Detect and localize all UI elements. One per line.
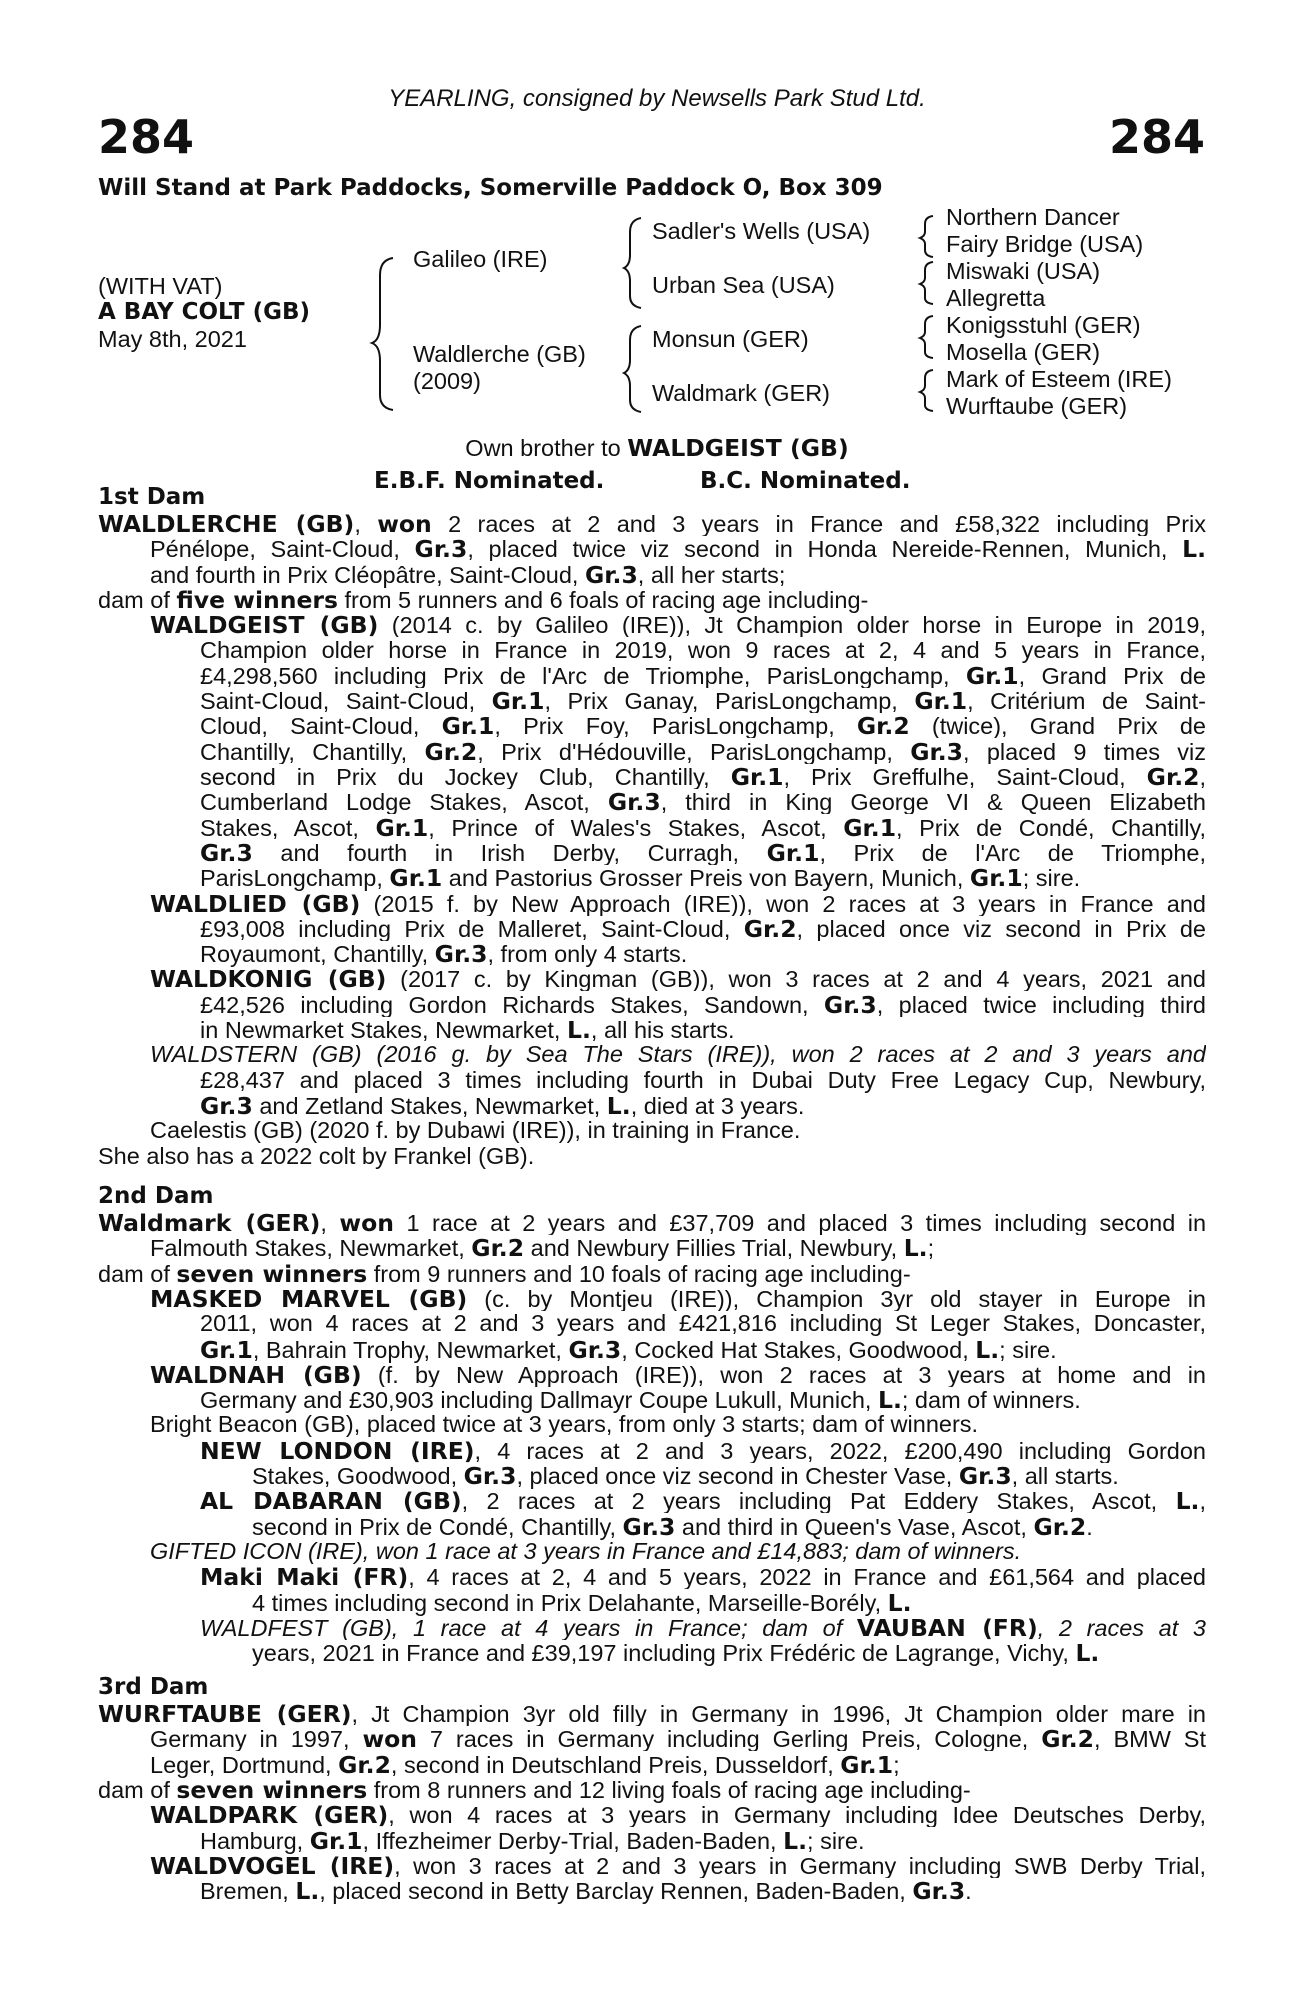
bold-run: Gr.3 — [910, 738, 964, 764]
bold-run: five winners — [176, 586, 338, 614]
bold-run: VAUBAN (FR) — [856, 1614, 1038, 1640]
second-dam-line: WALDFEST (GB), 1 race at 4 years in France; dam of VAUBAN (FR), 2 races at 3 — [200, 1614, 1206, 1640]
first-dam-line: second in Prix du Jockey Club, Chantilly, Gr.1, Prix Greffulhe, Saint-Cloud, Gr.2, — [200, 763, 1206, 789]
bold-run: L. — [566, 1016, 591, 1044]
bold-run: Gr.2 — [471, 1234, 525, 1262]
first-dam-line: Royaumont, Chantilly, Gr.3, from only 4 starts. — [200, 940, 688, 968]
pedigree-sire-dam: Urban Sea (USA) — [652, 272, 835, 298]
bold-run: WALDVOGEL (IRE) — [150, 1852, 395, 1878]
third-dam-line: WURFTAUBE (GER), Jt Champion 3yr old filly in Germany in 1996, Jt Champion older mare in — [98, 1700, 1206, 1726]
second-dam-line: AL DABARAN (GB), 2 races at 2 years including Pat Eddery Stakes, Ascot, L., — [200, 1487, 1206, 1513]
bold-run: Gr.3 — [414, 535, 468, 561]
pedigree-g4-1: Northern Dancer — [946, 204, 1120, 230]
bold-run: Gr.2 — [856, 712, 910, 738]
first-dam-line: ParisLongchamp, Gr.1 and Pastorius Grosser Preis von Bayern, Munich, Gr.1; sire. — [200, 864, 1081, 892]
bold-run: Gr.3 — [584, 561, 638, 589]
second-dam-line: GIFTED ICON (IRE), won 1 race at 3 years in France and £14,883; dam of winners. — [150, 1538, 1022, 1564]
bold-run: Gr.2 — [743, 915, 797, 941]
second-dam-line: Stakes, Goodwood, Gr.3, placed once viz second in Chester Vase, Gr.3, all starts. — [252, 1462, 1119, 1490]
bold-run: WURFTAUBE (GER) — [98, 1700, 352, 1726]
second-dam-line: Germany and £30,903 including Dallmayr Coupe Lukull, Munich, L.; dam of winners. — [200, 1386, 1081, 1414]
first-dam-line: Champion older horse in France in 2019, won 9 races at 2, 4 and 5 years in France, — [200, 637, 1206, 663]
bold-run: Gr.3 — [568, 1336, 622, 1364]
second-dam-line: Bright Beacon (GB), placed twice at 3 years, from only 3 starts; dam of winners. — [150, 1411, 979, 1437]
bold-run: Gr.2 — [424, 738, 478, 764]
bold-run: Gr.2 — [338, 1751, 391, 1779]
second-dam-line: Waldmark (GER), won 1 race at 2 years and £37,709 and placed 3 times including second in — [98, 1209, 1206, 1235]
bold-run: NEW LONDON (IRE) — [200, 1437, 475, 1463]
third-dam-line: WALDVOGEL (IRE), won 3 races at 2 and 3 years in Germany including SWB Derby Trial, — [150, 1852, 1206, 1878]
first-dam-line: £42,526 including Gordon Richards Stakes, Sandown, Gr.3, placed twice including third — [200, 991, 1206, 1017]
first-dam-line: Saint-Cloud, Saint-Cloud, Gr.1, Prix Ganay, ParisLongchamp, Gr.1, Critérium de Saint- — [200, 687, 1206, 713]
vat-label: (WITH VAT) — [98, 273, 223, 299]
bold-run: L. — [877, 1386, 902, 1414]
bold-run: Gr.2 — [1041, 1725, 1095, 1751]
own-brother-name: WALDGEIST (GB) — [627, 434, 849, 462]
third-dam-line: Germany in 1997, won 7 races in Germany including Gerling Preis, Cologne, Gr.2, BMW St — [150, 1725, 1206, 1751]
bold-run: AL DABARAN (GB) — [200, 1487, 462, 1513]
second-dam-line: NEW LONDON (IRE), 4 races at 2 and 3 years, 2022, £200,490 including Gordon — [200, 1437, 1206, 1463]
bold-run: Gr.1 — [200, 1336, 253, 1364]
bold-run: WALDNAH (GB) — [150, 1361, 362, 1387]
pedigree-g4-3: Miswaki (USA) — [946, 258, 1101, 284]
first-dam-line: WALDLIED (GB) (2015 f. by New Approach (IRE)), won 2 races at 3 years in France and — [150, 890, 1206, 916]
first-dam-line: Gr.3 and fourth in Irish Derby, Curragh, Gr.1, Prix de l'Arc de Triomphe, — [200, 839, 1206, 865]
horse-dob: May 8th, 2021 — [98, 326, 247, 352]
bold-run: WALDLIED (GB) — [150, 890, 361, 916]
bold-run: MASKED MARVEL (GB) — [150, 1285, 468, 1311]
bold-run: Gr.1 — [840, 1751, 894, 1779]
second-dam-line: 4 times including second in Prix Delahante, Marseille-Borély, L. — [252, 1589, 912, 1617]
second-dam-line: WALDNAH (GB) (f. by New Approach (IRE)), won 2 races at 3 years at home and in — [150, 1361, 1206, 1387]
bold-run: L. — [975, 1336, 1000, 1364]
bold-run: L. — [606, 1092, 631, 1120]
bc-nominated: B.C. Nominated. — [700, 468, 911, 494]
pedigree-dam: Waldlerche (GB) — [413, 341, 586, 367]
bold-run: Gr.3 — [912, 1877, 966, 1905]
bold-run: Maki Maki (FR) — [200, 1563, 409, 1589]
bold-run: Gr.1 — [969, 864, 1023, 892]
third-dam-line: Leger, Dortmund, Gr.2, second in Deutschland Preis, Dusseldorf, Gr.1; — [150, 1751, 900, 1779]
second-dam-line: 2011, won 4 races at 2 and 3 years and £421,816 including St Leger Stakes, Doncaster, — [200, 1310, 1206, 1336]
pedigree-g4-7: Mark of Esteem (IRE) — [946, 366, 1172, 392]
bold-run: Gr.1 — [375, 814, 429, 840]
bold-run: L. — [1175, 1487, 1200, 1513]
bold-run: Gr.3 — [823, 991, 877, 1017]
first-dam-line: WALDSTERN (GB) (2016 g. by Sea The Stars (IRE)), won 2 races at 2 and 3 years and — [150, 1041, 1206, 1067]
second-dam-line: dam of seven winners from 9 runners and 10 foals of racing age including- — [98, 1260, 911, 1288]
third-dam-line: dam of seven winners from 8 runners and 12 living foals of racing age including- — [98, 1776, 971, 1804]
pedigree-g4-5: Konigsstuhl (GER) — [946, 312, 1141, 338]
first-dam-line: and fourth in Prix Cléopâtre, Saint-Cloud, Gr.3, all her starts; — [150, 561, 786, 589]
bold-run: WALDGEIST (GB) — [150, 611, 379, 637]
first-dam-line: WALDKONIG (GB) (2017 c. by Kingman (GB)), won 3 races at 2 and 4 years, 2021 and — [150, 965, 1206, 991]
first-dam-line: WALDGEIST (GB) (2014 c. by Galileo (IRE)), Jt Champion older horse in Europe in 2019, — [150, 611, 1206, 637]
lot-number-left: 284 — [98, 110, 195, 164]
bold-run: Gr.1 — [309, 1827, 363, 1855]
pedigree-sire: Galileo (IRE) — [413, 246, 548, 272]
pedigree-dam-dam: Waldmark (GER) — [652, 380, 830, 406]
ebf-nominated: E.B.F. Nominated. — [374, 468, 605, 494]
horse-name: A BAY COLT (GB) — [98, 299, 311, 325]
bold-run: Gr.1 — [441, 712, 495, 738]
second-dam-line: MASKED MARVEL (GB) (c. by Montjeu (IRE)), Champion 3yr old stayer in Europe in — [150, 1285, 1206, 1311]
bold-run: Gr.2 — [1033, 1513, 1087, 1541]
first-dam-line: dam of five winners from 5 runners and 6 foals of racing age including- — [98, 586, 869, 614]
bold-run: Gr.1 — [491, 687, 545, 713]
bold-run: Gr.3 — [607, 788, 661, 814]
pedigree-g4-2: Fairy Bridge (USA) — [946, 231, 1144, 257]
first-dam-line: in Newmarket Stakes, Newmarket, L., all his starts. — [200, 1016, 735, 1044]
bold-run: Gr.3 — [200, 839, 253, 865]
pedigree-g4-4: Allegretta — [946, 285, 1046, 311]
third-dam-heading: 3rd Dam — [98, 1674, 209, 1700]
second-dam-heading: 2nd Dam — [98, 1183, 214, 1209]
bold-run: Gr.2 — [1146, 763, 1200, 789]
bold-run: WALDKONIG (GB) — [150, 965, 387, 991]
bold-run: Gr.3 — [958, 1462, 1012, 1490]
bold-run: Gr.1 — [389, 864, 443, 892]
pedigree-sire-sire: Sadler's Wells (USA) — [652, 218, 871, 244]
bold-run: seven winners — [176, 1776, 368, 1804]
first-dam-line: She also has a 2022 colt by Frankel (GB). — [98, 1143, 535, 1169]
bold-run: L. — [887, 1589, 912, 1617]
bold-run: Gr.1 — [766, 839, 820, 865]
own-brother-prefix: Own brother to — [465, 435, 628, 461]
stand-location: Will Stand at Park Paddocks, Somerville Paddock O, Box 309 — [98, 175, 883, 201]
bold-run: Gr.3 — [622, 1513, 676, 1541]
pedigree-dam-year: (2009) — [413, 368, 481, 394]
bold-run: won — [377, 510, 432, 536]
bold-run: WALDPARK (GER) — [150, 1801, 389, 1827]
third-dam-line: Bremen, L., placed second in Betty Barclay Rennen, Baden-Baden, Gr.3. — [200, 1877, 972, 1905]
bold-run: WALDLERCHE (GB) — [98, 510, 355, 536]
pedigree-dam-sire: Monsun (GER) — [652, 326, 809, 352]
first-dam-line: Cloud, Saint-Cloud, Gr.1, Prix Foy, ParisLongchamp, Gr.2 (twice), Grand Prix de — [200, 712, 1206, 738]
first-dam-line: WALDLERCHE (GB), won 2 races at 2 and 3 years in France and £58,322 including Prix — [98, 510, 1206, 536]
first-dam-line: £93,008 including Prix de Malleret, Saint-Cloud, Gr.2, placed once viz second in Prix de — [200, 915, 1206, 941]
third-dam-line: WALDPARK (GER), won 4 races at 3 years in Germany including Idee Deutsches Derby, — [150, 1801, 1206, 1827]
consignor-line: YEARLING, consigned by Newsells Park Stud Ltd. — [388, 85, 926, 112]
second-dam-line: years, 2021 in France and £39,197 including Prix Frédéric de Lagrange, Vichy, L. — [252, 1639, 1100, 1667]
bold-run: Gr.1 — [730, 763, 784, 789]
bold-run: L. — [295, 1877, 320, 1905]
lot-number-right: 284 — [1108, 110, 1205, 164]
bold-run: won — [362, 1725, 418, 1751]
first-dam-line: Stakes, Ascot, Gr.1, Prince of Wales's Stakes, Ascot, Gr.1, Prix de Condé, Chantilly, — [200, 814, 1206, 840]
first-dam-line: Chantilly, Chantilly, Gr.2, Prix d'Hédouville, ParisLongchamp, Gr.3, placed 9 times viz — [200, 738, 1206, 764]
bold-run: seven winners — [176, 1260, 368, 1288]
first-dam-line: Pénélope, Saint-Cloud, Gr.3, placed twice viz second in Honda Nereide-Rennen, Munich, L. — [150, 535, 1206, 561]
pedigree-g4-8: Wurftaube (GER) — [946, 393, 1128, 419]
bold-run: won — [339, 1209, 395, 1235]
own-brother-line — [0, 434, 1314, 462]
bold-run: L. — [783, 1827, 808, 1855]
second-dam-line: Gr.1, Bahrain Trophy, Newmarket, Gr.3, Cocked Hat Stakes, Goodwood, L.; sire. — [200, 1336, 1057, 1364]
first-dam-line: Caelestis (GB) (2020 f. by Dubawi (IRE)), in training in France. — [150, 1117, 801, 1143]
pedigree-g4-6: Mosella (GER) — [946, 339, 1101, 365]
bold-run: L. — [1075, 1639, 1100, 1667]
bold-run: Gr.3 — [200, 1092, 253, 1120]
second-dam-line: Maki Maki (FR), 4 races at 2, 4 and 5 years, 2022 in France and £61,564 and placed — [200, 1563, 1206, 1589]
bold-run: Gr.1 — [965, 662, 1019, 688]
bold-run: Gr.1 — [843, 814, 897, 840]
bold-run: Gr.3 — [434, 940, 488, 968]
second-dam-line: second in Prix de Condé, Chantilly, Gr.3 and third in Queen's Vase, Ascot, Gr.2. — [252, 1513, 1093, 1541]
first-dam-line: £28,437 and placed 3 times including fourth in Dubai Duty Free Legacy Cup, Newbury, — [200, 1067, 1206, 1093]
bold-run: L. — [903, 1234, 928, 1262]
bold-run: L. — [1182, 535, 1206, 561]
bold-run: Gr.3 — [463, 1462, 517, 1490]
second-dam-line: Falmouth Stakes, Newmarket, Gr.2 and Newbury Fillies Trial, Newbury, L.; — [150, 1234, 935, 1262]
first-dam-line: Gr.3 and Zetland Stakes, Newmarket, L., died at 3 years. — [200, 1092, 805, 1120]
bold-run: Waldmark (GER) — [98, 1209, 321, 1235]
first-dam-line: £4,298,560 including Prix de l'Arc de Triomphe, ParisLongchamp, Gr.1, Grand Prix de — [200, 662, 1206, 688]
first-dam-line: Cumberland Lodge Stakes, Ascot, Gr.3, third in King George VI & Queen Elizabeth — [200, 788, 1206, 814]
bold-run: Gr.1 — [914, 687, 968, 713]
third-dam-line: Hamburg, Gr.1, Iffezheimer Derby-Trial, Baden-Baden, L.; sire. — [200, 1827, 865, 1855]
first-dam-heading: 1st Dam — [98, 484, 206, 510]
